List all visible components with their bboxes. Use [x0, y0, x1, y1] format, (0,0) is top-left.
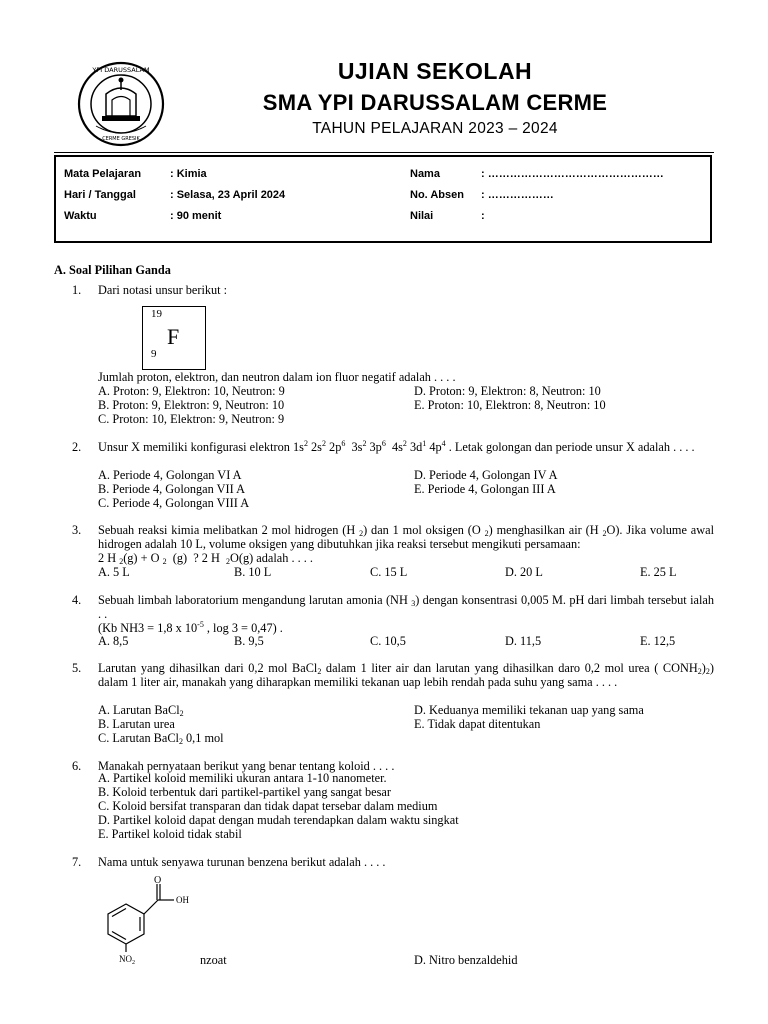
subject-value: : Kimia	[170, 168, 207, 180]
svg-text:O: O	[154, 875, 162, 886]
q2-number: 2.	[72, 440, 82, 454]
q4-option-c[interactable]: C. 10,5	[370, 634, 406, 648]
q6-stem: Manakah pernyataan berikut yang benar tentang koloid . . . .	[98, 759, 395, 773]
q1-option-a[interactable]: A. Proton: 9, Elektron: 10, Neutron: 9	[98, 384, 285, 398]
q4-option-a[interactable]: A. 8,5	[98, 634, 129, 648]
name-label: Nama	[410, 168, 440, 180]
element-symbol: F	[167, 324, 180, 349]
svg-text:YPI DARUSSALAM: YPI DARUSSALAM	[92, 66, 150, 74]
name-field[interactable]: : …………………………………………	[481, 168, 664, 180]
q2-option-b[interactable]: B. Periode 4, Golongan VII A	[98, 482, 245, 496]
q4-option-b[interactable]: B. 9,5	[234, 634, 264, 648]
q6-number: 6.	[72, 759, 82, 773]
q2-stem: Unsur X memiliki konfigurasi elektron $1s^2$ $2s^2$ $2p^6$ $3s^2$ $3p^6$ $4s^2$ $3d^1$ $4p^4$ . Letak golongan dan periode unsur X adalah . . . .	[98, 439, 695, 454]
date-value: : Selasa, 23 April 2024	[170, 189, 286, 201]
q5-option-b[interactable]: B. Larutan urea	[98, 717, 175, 731]
q3-option-a[interactable]: A. 5 L	[98, 565, 130, 579]
time-label: Waktu	[64, 210, 97, 222]
q1-option-c[interactable]: C. Proton: 10, Elektron: 9, Neutron: 9	[98, 412, 285, 426]
q6-option-a[interactable]: A. Partikel koloid memiliki ukuran antara 1-10 nanometer.	[98, 771, 387, 785]
absen-field[interactable]: : ………………	[481, 189, 554, 201]
q5-option-d[interactable]: D. Keduanya memiliki tekanan uap yang sama	[414, 703, 644, 717]
q4-stem: Sebuah limbah laboratorium mengandung larutan amonia (NH $_3$) dengan konsentrasi 0,005 M. pH dari limbah tersebut ialah . . (Kb NH3 = 1,8 x $10^{-5}$ , log 3 = 0,47) .	[98, 593, 714, 635]
q7-stem: Nama untuk senyawa turunan benzena berikut adalah . . . .	[98, 855, 386, 869]
q1-option-b[interactable]: B. Proton: 9, Elektron: 9, Neutron: 10	[98, 398, 285, 412]
q6-option-d[interactable]: D. Partikel koloid dapat dengan mudah terendapkan dalam waktu singkat	[98, 813, 459, 827]
score-label: Nilai	[410, 210, 434, 222]
date-label: Hari / Tanggal	[64, 189, 136, 201]
q5-number: 5.	[72, 661, 82, 675]
absen-label: No. Absen	[410, 189, 464, 201]
time-value: : 90 menit	[170, 210, 222, 222]
svg-text:NO2: $NO_2$	[119, 954, 135, 966]
element-notation-box	[142, 306, 206, 370]
q7-number: 7.	[72, 855, 82, 869]
q5-option-c[interactable]: C. Larutan BaCl$_2$ 0,1 mol	[98, 731, 224, 746]
q7-option-d[interactable]: D. Nitro benzaldehid	[414, 953, 518, 967]
q2-option-d[interactable]: D. Periode 4, Golongan IV A	[414, 468, 558, 482]
q7-option-a-partial[interactable]: nzoat	[200, 953, 227, 967]
q4-option-e[interactable]: E. 12,5	[640, 634, 676, 648]
q3-option-c[interactable]: C. 15 L	[370, 565, 408, 579]
q5-stem: Larutan yang dihasilkan dari 0,2 mol BaCl$_2$ dalam 1 liter air dan larutan yang dihasilkan daro 0,2 mol urea ( $CONH_2)_2$) dalam 1 liter air, manakah yang diharapkan memiliki tekanan uap lebih rendah pada suhu yang sama . . . .	[98, 661, 714, 689]
q4-option-d[interactable]: D. 11,5	[505, 634, 542, 648]
q3-option-d[interactable]: D. 20 L	[505, 565, 543, 579]
academic-year: TAHUN PELAJARAN 2023 – 2024	[312, 120, 558, 137]
q1-intro: Dari notasi unsur berikut :	[98, 283, 228, 297]
q3-number: 3.	[72, 523, 82, 537]
q6-option-e[interactable]: E. Partikel koloid tidak stabil	[98, 827, 242, 841]
q2-option-a[interactable]: A. Periode 4, Golongan VI A	[98, 468, 242, 482]
school-name: SMA YPI DARUSSALAM CERME	[262, 90, 608, 115]
header-divider	[54, 152, 714, 153]
q1-option-d[interactable]: D. Proton: 9, Elektron: 8, Neutron: 10	[414, 384, 601, 398]
q1-number: 1.	[72, 283, 82, 297]
svg-text:CERME GRESIK: CERME GRESIK	[102, 136, 140, 142]
q1-option-e[interactable]: E. Proton: 10, Elektron: 8, Neutron: 10	[414, 398, 606, 412]
svg-text:OH: OH	[176, 895, 189, 905]
school-logo	[76, 60, 166, 148]
q6-option-b[interactable]: B. Koloid terbentuk dari partikel-partikel yang sangat besar	[98, 785, 391, 799]
q1-stem: Jumlah proton, elektron, dan neutron dalam ion fluor negatif adalah . . . .	[98, 370, 456, 384]
exam-title: UJIAN SEKOLAH	[337, 58, 533, 84]
section-title: A. Soal Pilihan Ganda	[54, 263, 171, 277]
q4-number: 4.	[72, 593, 82, 607]
mass-number: 19	[151, 308, 162, 320]
q6-option-c[interactable]: C. Koloid bersifat transparan dan tidak dapat tersebar dalam medium	[98, 799, 438, 813]
q2-option-e[interactable]: E. Periode 4, Golongan III A	[414, 482, 556, 496]
q2-option-c[interactable]: C. Periode 4, Golongan VIII A	[98, 496, 250, 510]
q3-option-b[interactable]: B. 10 L	[234, 565, 272, 579]
q5-option-e[interactable]: E. Tidak dapat ditentukan	[414, 717, 541, 731]
atomic-number: 9	[151, 348, 157, 360]
q5-option-a[interactable]: A. Larutan BaCl$_2$	[98, 703, 184, 718]
subject-label: Mata Pelajaran	[64, 168, 142, 180]
q3-option-e[interactable]: E. 25 L	[640, 565, 677, 579]
q3-stem: Sebuah reaksi kimia melibatkan 2 mol hidrogen (H $_2$) dan 1 mol oksigen (O $_2$) menghasilkan air (H $_2$O). Jika volume awal hidrogen adalah 10 L, volume oksigen yang dibutuhkan jika reaksi tersebut mengikuti persamaan: 2 H $_2$(g) + O $_2$ (g) ? 2 H $_2$O(g) adalah . . . .	[98, 523, 714, 566]
score-field[interactable]: :	[481, 210, 485, 222]
